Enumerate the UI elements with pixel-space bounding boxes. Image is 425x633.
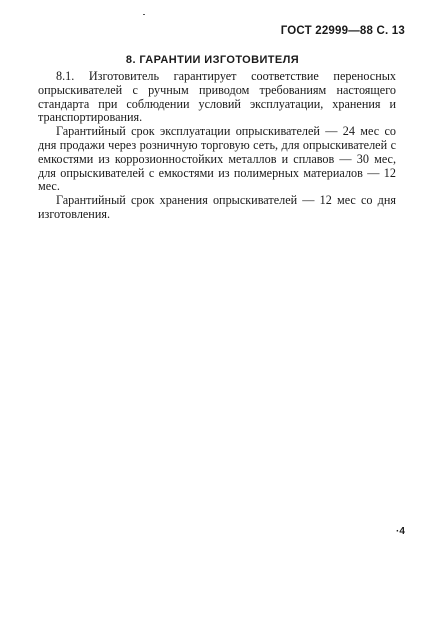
scan-speck <box>143 14 145 15</box>
document-reference: ГОСТ 22999—88 С. 13 <box>280 25 405 37</box>
section-body <box>38 70 396 222</box>
page-mark: ·4 <box>396 526 405 537</box>
section-title: 8. ГАРАНТИИ ИЗГОТОВИТЕЛЯ <box>125 54 300 66</box>
paragraph-warranty-operation-period: Гарантийный срок эксплуатации опрыскивателей — 24 мес со дня продажи через розничную торговую сеть, для опрыскивателей с емкостями из коррозионностойких металлов и сплавов — 30 мес, для опрыскивателей с емкостями из полимерных материалов — 12 мес. <box>38 124 396 194</box>
paragraph-warranty-compliance: 8.1. Изготовитель гарантирует соответствие переносных опрыскивателей с ручным приводом требованиям настоящего стандарта при соблюдении условий эксплуатации, хранения и транспортирования. <box>38 69 396 125</box>
paragraph-warranty-storage-period: Гарантийный срок хранения опрыскивателей — 12 мес со дня изготовления. <box>38 193 396 221</box>
